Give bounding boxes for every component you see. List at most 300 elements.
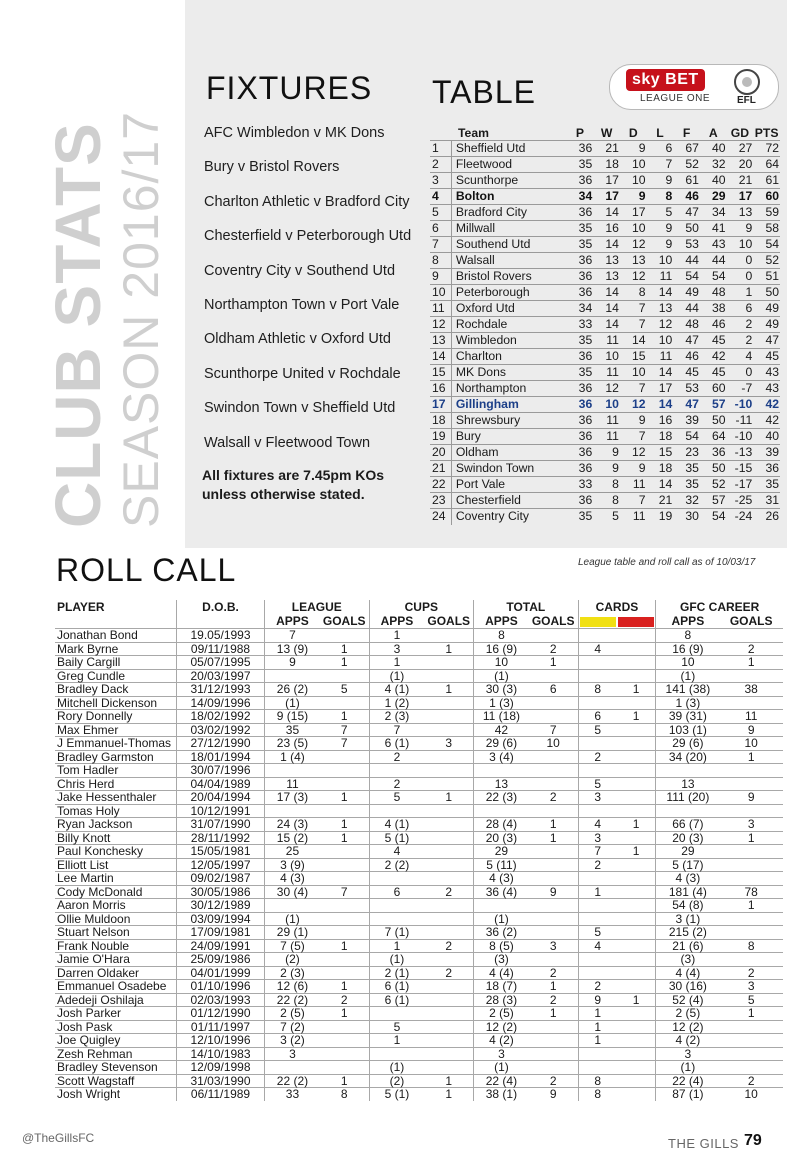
career-goals-cell: 1 [719, 656, 783, 670]
red-cards-cell [617, 926, 656, 940]
career-apps-cell [656, 804, 720, 818]
league-goals-cell [320, 953, 369, 967]
team-cell: Peterborough [451, 285, 566, 301]
stat-cell: 14 [647, 365, 674, 381]
fixture-list [204, 124, 424, 468]
league-goals-cell [320, 845, 369, 859]
league-apps-cell [265, 1061, 320, 1075]
dob-cell: 31/03/1990 [176, 1074, 264, 1088]
position-cell: 8 [430, 253, 451, 269]
cups-goals-cell [424, 1061, 473, 1075]
stat-cell: 36 [567, 173, 594, 189]
total-goals-cell: 6 [529, 683, 578, 697]
career-apps-cell: 103 (1) [656, 723, 720, 737]
player-name-cell: Josh Wright [55, 1088, 176, 1101]
stat-cell: 54 [673, 429, 700, 445]
col-header: PTS [754, 126, 779, 140]
dob-cell: 04/01/1999 [176, 966, 264, 980]
fixture-item: Scunthorpe United v Rochdale [204, 365, 401, 382]
league-table-row [430, 365, 780, 381]
player-name-cell: Rory Donnelly [55, 710, 176, 724]
total-goals-cell [529, 953, 578, 967]
stat-cell: 64 [700, 429, 727, 445]
league-apps-cell: 2 (3) [265, 966, 320, 980]
yellow-cards-cell [578, 872, 617, 886]
stat-cell: 38 [700, 301, 727, 317]
league-table-row [430, 317, 780, 333]
red-cards-cell [617, 953, 656, 967]
total-goals-cell: 1 [529, 1007, 578, 1021]
stat-cell: 35 [567, 157, 594, 173]
cups-apps-cell: 1 [369, 656, 424, 670]
red-cards-cell [617, 804, 656, 818]
career-apps-cell: 3 (1) [656, 912, 720, 926]
total-goals-cell [529, 1061, 578, 1075]
league-goals-cell: 1 [320, 980, 369, 994]
league-goals-cell [320, 1047, 369, 1061]
position-cell: 18 [430, 413, 451, 429]
career-goals-cell: 10 [719, 1088, 783, 1101]
yellow-cards-cell [578, 737, 617, 751]
league-goals-cell: 1 [320, 642, 369, 656]
cups-goals-cell [424, 926, 473, 940]
position-cell: 21 [430, 461, 451, 477]
col-subheader-blank [176, 614, 264, 629]
league-apps-cell: 4 (3) [265, 872, 320, 886]
cups-apps-cell [369, 764, 424, 778]
stat-cell: -24 [727, 509, 754, 525]
league-goals-cell: 2 [320, 993, 369, 1007]
league-apps-cell: 13 (9) [265, 642, 320, 656]
career-apps-cell: 141 (38) [656, 683, 720, 697]
stat-cell: 12 [620, 445, 647, 461]
red-cards-cell [617, 980, 656, 994]
league-apps-cell: 26 (2) [265, 683, 320, 697]
stat-cell: 48 [700, 285, 727, 301]
career-goals-cell: 5 [719, 993, 783, 1007]
fixtures-heading: FIXTURES [206, 70, 373, 106]
cups-goals-cell [424, 858, 473, 872]
total-goals-cell: 1 [529, 831, 578, 845]
fixture-item: Chesterfield v Peterborough Utd [204, 228, 412, 245]
stat-cell: 36 [567, 141, 594, 157]
cups-apps-cell: 4 (1) [369, 683, 424, 697]
position-cell: 6 [430, 221, 451, 237]
cups-apps-cell: 6 (1) [369, 737, 424, 751]
stat-cell: 13 [620, 253, 647, 269]
player-row [55, 899, 783, 913]
league-table-row [430, 413, 780, 429]
stat-cell: 11 [620, 477, 647, 493]
stat-cell: 14 [593, 205, 620, 221]
league-apps-cell [265, 764, 320, 778]
stat-cell: 36 [753, 461, 780, 477]
fixture-item: Charlton Athletic v Bradford City [204, 193, 410, 210]
total-apps-cell: 28 (4) [474, 818, 529, 832]
dob-cell: 10/12/1991 [176, 804, 264, 818]
stat-cell: 10 [647, 253, 674, 269]
player-row [55, 710, 783, 724]
stat-cell: 58 [753, 221, 780, 237]
team-cell: Fleetwood [451, 157, 566, 173]
player-name-cell: Ryan Jackson [55, 818, 176, 832]
stat-cell: 11 [647, 269, 674, 285]
league-apps-cell: 7 (5) [265, 939, 320, 953]
career-goals-cell [719, 845, 783, 859]
position-cell: 24 [430, 509, 451, 525]
player-name-cell: Paul Konchesky [55, 845, 176, 859]
league-apps-cell [265, 804, 320, 818]
position-cell: 15 [430, 365, 451, 381]
stat-cell: 43 [753, 381, 780, 397]
stat-cell: 9 [647, 173, 674, 189]
stat-cell: 11 [593, 365, 620, 381]
stat-cell: 32 [700, 157, 727, 173]
stat-cell: 36 [567, 349, 594, 365]
dob-cell: 17/09/1981 [176, 926, 264, 940]
career-goals-cell: 3 [719, 980, 783, 994]
league-table-row [430, 333, 780, 349]
fixture-item: Bury v Bristol Rovers [204, 159, 340, 176]
stat-cell: 8 [593, 493, 620, 509]
player-row [55, 993, 783, 1007]
stat-cell: -11 [727, 413, 754, 429]
career-goals-cell [719, 1061, 783, 1075]
league-goals-cell [320, 1061, 369, 1075]
total-goals-cell: 2 [529, 966, 578, 980]
col-header: L [656, 126, 664, 140]
league-goals-cell [320, 629, 369, 643]
yellow-cards-cell: 5 [578, 723, 617, 737]
stat-cell: 15 [647, 445, 674, 461]
roll-call-heading: ROLL CALL [56, 552, 237, 588]
dob-cell: 28/11/1992 [176, 831, 264, 845]
fixture-item: Walsall v Fleetwood Town [204, 434, 371, 451]
total-apps-cell: 3 (4) [474, 750, 529, 764]
stat-cell: 33 [567, 477, 594, 493]
team-cell: Bury [451, 429, 566, 445]
career-apps-cell: 20 (3) [656, 831, 720, 845]
stat-cell: 10 [647, 333, 674, 349]
club-stats-band [0, 0, 185, 548]
stat-cell: 8 [620, 285, 647, 301]
stat-cell: 7 [620, 301, 647, 317]
league-table-row [430, 173, 780, 189]
position-cell: 10 [430, 285, 451, 301]
red-card-header [617, 614, 656, 629]
league-apps-cell: 24 (3) [265, 818, 320, 832]
career-goals-cell: 1 [719, 1007, 783, 1021]
league-goals-cell [320, 912, 369, 926]
position-cell: 1 [430, 141, 451, 157]
career-goals-cell [719, 1047, 783, 1061]
stat-cell: 64 [753, 157, 780, 173]
league-apps-cell: 30 (4) [265, 885, 320, 899]
team-cell: Bradford City [451, 205, 566, 221]
career-goals-cell: 2 [719, 642, 783, 656]
league-apps-cell: 3 (9) [265, 858, 320, 872]
stat-cell: 41 [700, 221, 727, 237]
player-name-cell: Baily Cargill [55, 656, 176, 670]
stat-cell: 51 [753, 269, 780, 285]
career-goals-cell: 1 [719, 899, 783, 913]
dob-cell: 03/02/1992 [176, 723, 264, 737]
player-name-cell: Frank Nouble [55, 939, 176, 953]
career-goals-cell [719, 1020, 783, 1034]
total-apps-cell [474, 899, 529, 913]
stat-cell: 11 [647, 349, 674, 365]
total-goals-cell [529, 1020, 578, 1034]
career-goals-cell [719, 804, 783, 818]
cups-goals-cell [424, 899, 473, 913]
twitter-handle: @TheGillsFC [22, 1131, 95, 1145]
league-goals-cell: 5 [320, 683, 369, 697]
total-apps-cell: 38 (1) [474, 1088, 529, 1101]
cups-goals-cell [424, 818, 473, 832]
stat-cell: 57 [700, 397, 727, 413]
cups-apps-cell: 4 (1) [369, 818, 424, 832]
stat-cell: 35 [567, 221, 594, 237]
cups-goals-cell [424, 656, 473, 670]
col-header: A [708, 126, 718, 140]
stat-cell: 36 [567, 269, 594, 285]
stat-cell: 44 [673, 253, 700, 269]
career-goals-cell: 2 [719, 966, 783, 980]
stat-cell: 40 [700, 141, 727, 157]
stat-cell: 40 [753, 429, 780, 445]
career-apps-cell: 54 (8) [656, 899, 720, 913]
player-name-cell: Darren Oldaker [55, 966, 176, 980]
stat-cell: 45 [673, 365, 700, 381]
league-goals-cell: 1 [320, 791, 369, 805]
stat-cell: 52 [673, 157, 700, 173]
total-apps-cell: 42 [474, 723, 529, 737]
team-cell: Millwall [451, 221, 566, 237]
stat-cell: 36 [567, 493, 594, 509]
league-table-row [430, 285, 780, 301]
team-cell: Scunthorpe [451, 173, 566, 189]
team-cell: Southend Utd [451, 237, 566, 253]
stat-cell: 23 [673, 445, 700, 461]
league-apps-cell: 29 (1) [265, 926, 320, 940]
league-apps-cell: 23 (5) [265, 737, 320, 751]
position-cell: 19 [430, 429, 451, 445]
stat-cell: 12 [620, 269, 647, 285]
career-apps-cell: 52 (4) [656, 993, 720, 1007]
vertical-title [42, 58, 169, 528]
stat-cell: 52 [700, 477, 727, 493]
position-cell: 12 [430, 317, 451, 333]
position-cell: 2 [430, 157, 451, 173]
league-apps-cell: 9 [265, 656, 320, 670]
player-name-cell: Chris Herd [55, 777, 176, 791]
cups-apps-cell: (2) [369, 1074, 424, 1088]
team-cell: Bolton [451, 189, 566, 205]
cups-goals-cell [424, 1034, 473, 1048]
red-cards-cell [617, 669, 656, 683]
stat-cell: 34 [567, 301, 594, 317]
career-goals-cell [719, 953, 783, 967]
efl-label: EFL [737, 95, 756, 106]
dob-cell: 24/09/1991 [176, 939, 264, 953]
team-cell: MK Dons [451, 365, 566, 381]
col-header-cards: CARDS [578, 600, 656, 614]
total-goals-cell [529, 899, 578, 913]
stat-cell: 9 [620, 413, 647, 429]
stat-cell: 14 [620, 333, 647, 349]
cups-apps-cell: 5 [369, 1020, 424, 1034]
player-row [55, 683, 783, 697]
stat-cell: 54 [700, 269, 727, 285]
league-apps-cell: 7 [265, 629, 320, 643]
career-goals-cell: 9 [719, 723, 783, 737]
stat-cell: 35 [753, 477, 780, 493]
red-cards-cell [617, 966, 656, 980]
dob-cell: 01/11/1997 [176, 1020, 264, 1034]
red-cards-cell [617, 750, 656, 764]
total-apps-cell: 2 (5) [474, 1007, 529, 1021]
total-apps-cell: 16 (9) [474, 642, 529, 656]
cups-goals-cell [424, 845, 473, 859]
career-apps-cell: 181 (4) [656, 885, 720, 899]
team-cell: Sheffield Utd [451, 141, 566, 157]
player-row [55, 696, 783, 710]
career-apps-cell: 4 (3) [656, 872, 720, 886]
career-apps-cell: 66 (7) [656, 818, 720, 832]
yellow-cards-cell: 1 [578, 1034, 617, 1048]
red-cards-cell [617, 777, 656, 791]
cups-apps-cell: 5 [369, 791, 424, 805]
career-apps-cell: 111 (20) [656, 791, 720, 805]
stat-cell: -15 [727, 461, 754, 477]
player-row [55, 1020, 783, 1034]
total-goals-cell [529, 845, 578, 859]
stat-cell: 43 [700, 237, 727, 253]
red-cards-cell: 1 [617, 710, 656, 724]
yellow-cards-cell [578, 953, 617, 967]
red-cards-cell [617, 1007, 656, 1021]
table-heading: TABLE [432, 74, 536, 110]
total-apps-cell: 13 [474, 777, 529, 791]
col-header: Team [458, 126, 489, 140]
stat-cell: 42 [753, 397, 780, 413]
red-cards-cell [617, 858, 656, 872]
player-row [55, 1034, 783, 1048]
cups-apps-cell [369, 804, 424, 818]
league-apps-cell: 25 [265, 845, 320, 859]
total-goals-cell [529, 750, 578, 764]
player-name-cell: Aaron Morris [55, 899, 176, 913]
dob-cell: 09/02/1987 [176, 872, 264, 886]
yellow-cards-cell [578, 669, 617, 683]
stat-cell: 61 [753, 173, 780, 189]
fixture-item: Coventry City v Southend Utd [204, 262, 396, 279]
stat-cell: 9 [620, 141, 647, 157]
stat-cell: 2 [727, 333, 754, 349]
position-cell: 5 [430, 205, 451, 221]
stat-cell: 9 [727, 221, 754, 237]
league-goals-cell [320, 858, 369, 872]
col-header: P [575, 126, 584, 140]
dob-cell: 31/12/1993 [176, 683, 264, 697]
red-cards-cell: 1 [617, 993, 656, 1007]
total-goals-cell: 7 [529, 723, 578, 737]
dob-cell: 18/01/1994 [176, 750, 264, 764]
red-cards-cell: 1 [617, 683, 656, 697]
dob-cell: 02/03/1993 [176, 993, 264, 1007]
player-name-cell: Zesh Rehman [55, 1047, 176, 1061]
cups-goals-cell: 3 [424, 737, 473, 751]
yellow-cards-cell: 3 [578, 791, 617, 805]
career-goals-cell [719, 926, 783, 940]
cups-goals-cell [424, 764, 473, 778]
career-apps-cell: (1) [656, 669, 720, 683]
sky-bet-badge: sky BET [626, 69, 705, 91]
stat-cell: 21 [593, 141, 620, 157]
stat-cell: 36 [567, 461, 594, 477]
league-apps-cell [265, 899, 320, 913]
total-apps-cell: 20 (3) [474, 831, 529, 845]
player-name-cell: Bradley Stevenson [55, 1061, 176, 1075]
col-header-total: TOTAL [474, 600, 578, 614]
stat-cell: 18 [647, 429, 674, 445]
stat-cell: 14 [593, 301, 620, 317]
club-stats-title: CLUB STATS [42, 122, 114, 528]
position-cell: 17 [430, 397, 451, 413]
stat-cell: -13 [727, 445, 754, 461]
league-table [430, 126, 780, 525]
stat-cell: 5 [593, 509, 620, 525]
stat-cell: 17 [647, 381, 674, 397]
player-name-cell: Josh Pask [55, 1020, 176, 1034]
dob-cell: 01/10/1996 [176, 980, 264, 994]
yellow-cards-cell: 7 [578, 845, 617, 859]
stat-cell: 16 [647, 413, 674, 429]
team-cell: Northampton [451, 381, 566, 397]
league-apps-cell: 33 [265, 1088, 320, 1101]
league-goals-cell [320, 872, 369, 886]
cups-goals-cell [424, 804, 473, 818]
league-table-row [430, 253, 780, 269]
stat-cell: 0 [727, 365, 754, 381]
total-apps-cell: 18 (7) [474, 980, 529, 994]
stat-cell: -25 [727, 493, 754, 509]
total-apps-cell: 12 (2) [474, 1020, 529, 1034]
career-goals-cell: 3 [719, 818, 783, 832]
total-apps-cell: (1) [474, 912, 529, 926]
col-subheader: GOALS [320, 614, 369, 629]
team-cell: Port Vale [451, 477, 566, 493]
stat-cell: 10 [620, 157, 647, 173]
yellow-cards-cell [578, 912, 617, 926]
player-name-cell: Lee Martin [55, 872, 176, 886]
stat-cell: 4 [727, 349, 754, 365]
stat-cell: 53 [673, 381, 700, 397]
position-cell: 20 [430, 445, 451, 461]
player-name-cell: Cody McDonald [55, 885, 176, 899]
career-apps-cell: 1 (3) [656, 696, 720, 710]
dob-cell: 14/09/1996 [176, 696, 264, 710]
stat-cell: 49 [753, 301, 780, 317]
dob-cell: 30/05/1986 [176, 885, 264, 899]
league-goals-cell: 1 [320, 1007, 369, 1021]
total-apps-cell: 30 (3) [474, 683, 529, 697]
stat-cell: 39 [753, 445, 780, 461]
stat-cell: 10 [620, 221, 647, 237]
yellow-cards-cell: 2 [578, 750, 617, 764]
stat-cell: 54 [673, 269, 700, 285]
stat-cell: 57 [700, 493, 727, 509]
